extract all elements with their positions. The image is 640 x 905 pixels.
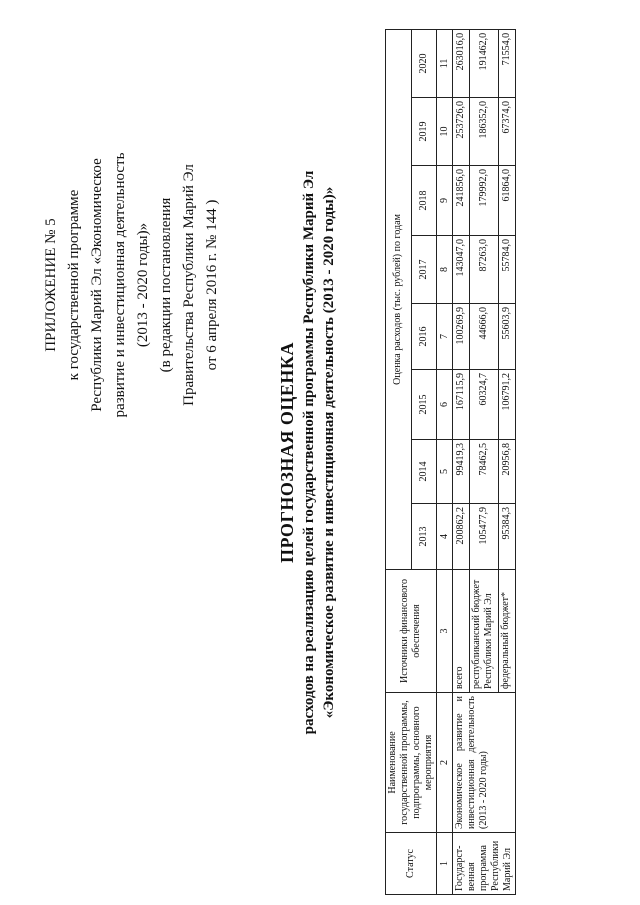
column-number: 5 (437, 440, 453, 504)
header-estimate: Оценка расходов (тыс. рублей) по годам (386, 29, 412, 569)
value-cell: 100269,9 (453, 304, 470, 370)
column-number: 10 (437, 98, 453, 166)
title-subtitle: расходов на реализацию целей государственной программы Республики Марий Эл (301, 170, 317, 735)
appendix-line: ПРИЛОЖЕНИЕ № 5 (43, 218, 59, 352)
appendix-line: от 6 апреля 2016 г. № 144 ) (204, 199, 220, 371)
value-cell: 55603,9 (499, 304, 516, 370)
value-cell: 186352,0 (469, 98, 499, 166)
value-cell: 95384,3 (499, 504, 516, 570)
value-cell: 44666,0 (469, 304, 499, 370)
column-number: 6 (437, 370, 453, 440)
header-year: 2013 (411, 504, 437, 570)
value-cell: 143047,0 (453, 236, 470, 304)
source-cell: всего (453, 570, 470, 693)
value-cell: 253726,0 (453, 98, 470, 166)
status-cell: Государст-венная программа Республики Марий Эл (453, 833, 516, 895)
value-cell: 241856,0 (453, 166, 470, 236)
appendix-line: (2013 - 2020 годы)» (135, 222, 151, 348)
column-number: 11 (437, 29, 453, 97)
column-number: 7 (437, 304, 453, 370)
header-year: 2015 (411, 370, 437, 440)
estimate-table (385, 29, 516, 895)
header-source: Источники финансового обеспечения (386, 570, 437, 693)
value-cell: 87263,0 (469, 236, 499, 304)
value-cell: 20956,8 (499, 440, 516, 504)
column-number: 2 (437, 693, 453, 833)
appendix-line: к государственной программе (66, 189, 82, 381)
header-year: 2016 (411, 304, 437, 370)
header-name: Наименование государственной программы, подпрограммы, основного мероприятия (386, 693, 437, 833)
value-cell: 167115,9 (453, 370, 470, 440)
program-name-cell: Экономическое развитие и инвестиционная деятельность (2013 - 2020 годы) (453, 693, 516, 833)
source-cell: федеральный бюджет* (499, 570, 516, 693)
header-year: 2018 (411, 166, 437, 236)
value-cell: 200862,2 (453, 504, 470, 570)
appendix-line: (в редакции постановления (158, 197, 174, 373)
appendix-line: развитие и инвестиционная деятельность (112, 152, 128, 418)
header-row (386, 29, 412, 894)
column-number: 3 (437, 570, 453, 693)
value-cell: 60324,7 (469, 370, 499, 440)
title-main: ПРОГНОЗНАЯ ОЦЕНКА (277, 342, 297, 563)
value-cell: 263016,0 (453, 29, 470, 97)
header-status: Статус (386, 833, 437, 895)
value-cell: 105477,9 (469, 504, 499, 570)
value-cell: 191462,0 (469, 29, 499, 97)
value-cell: 55784,0 (499, 236, 516, 304)
column-number: 1 (437, 833, 453, 895)
appendix-line: Правительства Республики Марий Эл (181, 164, 197, 406)
value-cell: 99419,3 (453, 440, 470, 504)
appendix-line: Республики Марий Эл «Экономическое (89, 158, 105, 412)
source-cell: республиканский бюджет Республики Марий Эл (469, 570, 499, 693)
value-cell: 179992,0 (469, 166, 499, 236)
estimate-table-wrapper (385, 30, 516, 895)
column-number: 8 (437, 236, 453, 304)
header-year: 2019 (411, 98, 437, 166)
header-year: 2014 (411, 440, 437, 504)
table-row (453, 29, 470, 894)
value-cell: 78462,5 (469, 440, 499, 504)
title-subtitle: «Экономическое развитие и инвестиционная деятельность (2013 - 2020 годы)» (321, 186, 337, 719)
appendix-header (40, 45, 224, 525)
value-cell: 61864,0 (499, 166, 516, 236)
value-cell: 71554,0 (499, 29, 516, 97)
column-number: 4 (437, 504, 453, 570)
column-number: 9 (437, 166, 453, 236)
document-title (275, 0, 339, 905)
header-year: 2020 (411, 29, 437, 97)
column-number-row (437, 29, 453, 894)
value-cell: 106791,2 (499, 370, 516, 440)
header-year: 2017 (411, 236, 437, 304)
value-cell: 67374,0 (499, 98, 516, 166)
